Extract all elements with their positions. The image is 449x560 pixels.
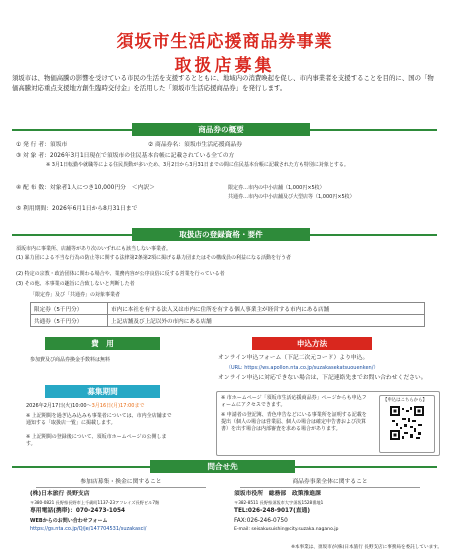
registration-cond3: (3) その他、本事業の趣旨に合致しないと判断した者 <box>16 281 135 287</box>
overview-issuer: ① 発 行 者：須坂市 <box>16 142 68 148</box>
contact-left-web-link[interactable]: https://gs.nta.co.jp/Q/je/147704531/suzakasci/ <box>30 526 147 532</box>
qr-code-image[interactable] <box>390 406 424 440</box>
table-cell: 上記店舗及び上記以外の市内にある店舗 <box>108 315 425 327</box>
apply-offline-line: オンライン申込に対応できない場合は、下記連絡先までお問い合わせください。 <box>218 375 427 381</box>
apply-note1: ※ 市ホームページ「須坂市生活応援商品券」ページからも申込フォームにアクセスできます。 <box>221 395 367 408</box>
overview-heading: 商品券の概要 <box>132 123 310 136</box>
apply-notes-box <box>216 391 440 456</box>
registration-heading: 取扱店の登録資格・要件 <box>132 228 310 241</box>
ticket-table-caption: 「限定券」及び「共通券」の対象事業者 <box>30 292 121 298</box>
contact-right-email[interactable]: E-mail: seisakusuishin@city.suzaka.nagano.jp <box>234 527 339 532</box>
overview-common-ticket: 共通券…市内の中小店舗及び大型店等（1,000円×5枚） <box>228 194 355 200</box>
registration-lead: 須坂市内に事業所、店舗等があり次のいずれにも該当しない事業者。 <box>16 246 172 252</box>
qr-code-graphic <box>390 406 424 440</box>
ticket-target-table <box>30 302 425 327</box>
table-row <box>31 303 425 315</box>
table-cell: 市内に本社を有する法人又は市内に住所を有する個人事業主が経営する市内にある店舗 <box>108 303 425 315</box>
qr-box <box>379 395 435 453</box>
contact-left-heading: 参加店募集・換金に関すること <box>36 478 206 488</box>
qr-label: 【申込はこちらから】 <box>383 398 427 403</box>
contact-right-tel: TEL:026-248-9017(直通) <box>234 508 310 514</box>
apply-note2: ※ 申請者の登記簿、青色申告などにいる事業所を証明する記載を提出（個人の場合は営業届、個人の場合は確定申告書および決算書）を出す場合は内部審査を求める場合があります。 <box>221 412 367 432</box>
overview-period: ⑤ 利用期間：2026年6月1日から8月31日まで <box>16 206 138 212</box>
page-title-line1: 須坂市生活応援商品券事業 <box>116 32 333 52</box>
contact-left-address: 〒380-0821 長野県長野市上千歳町1137-23アフレイズ長野ビル7階 <box>30 500 160 505</box>
period-start: 2026年2月17日(火)10:00～ <box>26 403 92 409</box>
contact-heading: 問合せ先 <box>150 460 295 473</box>
fee-text: 参加費及び商品券換金手数料は無料 <box>30 357 111 363</box>
overview-target: ③ 対 象 者：2026年3月1日現在で須坂市の住民基本台帳に記載されている全ての方 <box>16 153 235 159</box>
contact-left-tel: 専用電話(携帯)：070-2473-1054 <box>30 508 126 514</box>
overview-limited-ticket: 限定券…市内の中小店舗（1,000円×5枚） <box>228 185 325 191</box>
contact-right-address: 〒382-8511 長野県須坂市大字須坂1528番地1 <box>234 500 324 505</box>
contact-right-fax: FAX:026-246-0750 <box>234 518 288 524</box>
contact-left-web-label: WEBからのお問い合わせフォーム <box>30 518 108 524</box>
contact-right-org: 須坂市役所 総務部 政策推進課 <box>234 491 321 497</box>
period-end: 3月16日(月)17:00まで <box>91 403 145 409</box>
table-cell: 共通券（5千円分） <box>31 315 108 327</box>
apply-online-line: オンライン申込フォーム（下記二次元コード）より申込。 <box>218 355 369 361</box>
registration-cond2: (2) 特定の宗教・政治団体に関わる場合や、業務内容が公序良俗に反する営業を行っている者 <box>16 271 225 277</box>
table-cell: 限定券（5千円分） <box>31 303 108 315</box>
page-title-line2: 取扱店募集 <box>174 56 275 76</box>
apply-url-link[interactable]: （URL: https://ws.apollon.nta.co.jp/suzakasekatsuouenken/） <box>226 365 379 371</box>
apply-heading: 申込方法 <box>252 337 372 350</box>
period-note2: ※ 上記期間の登録後について、須坂市ホームページの公開します。 <box>26 434 167 447</box>
overview-distribution: ④ 配 布 数：対象者1人につき10,000円分 ＜内訳＞ <box>16 185 155 191</box>
registration-cond1: (1) 暴力団による不当な行為の防止等に関する法律第2条第2項に掲げる暴力団またはその構成員の利益になる活動を行う者 <box>16 255 292 261</box>
intro-paragraph: 須坂市は、物価高騰の影響を受けている市民の生活を支援するとともに、地域内の消費喚起を促し、市内事業者を支援することを目的に、国の「物価高騰対応重点支援地方創生臨時交付金」を活用した「須坂市生活応援商品券」を発行します。 <box>12 74 434 92</box>
period-note1: ※ 上記期間を過ぎ込み込みも事業者については、市内全店舗まで通知する「取扱店一覧」に掲載します。 <box>26 413 172 426</box>
footer-note: ※本事業は、須坂市が(株)日本旅行 長野支店に事務局を委託しています。 <box>291 545 442 550</box>
overview-name: ② 商品券名：須坂市生活応援商品券 <box>148 142 242 148</box>
table-row <box>31 315 425 327</box>
period-heading: 募集期間 <box>45 385 160 398</box>
period-dates <box>26 403 144 410</box>
overview-target-note: ※ 3月1日転勤や就職等による住民異動が多いため、3月2日から3月31日までの間に住民基本台帳に記載された方も特別に対象とする。 <box>46 162 349 168</box>
contact-left-org: (株)日本旅行 長野支店 <box>30 491 90 497</box>
fee-heading: 費 用 <box>45 337 160 350</box>
contact-right-heading: 商品券事業全体に関すること <box>240 478 420 488</box>
